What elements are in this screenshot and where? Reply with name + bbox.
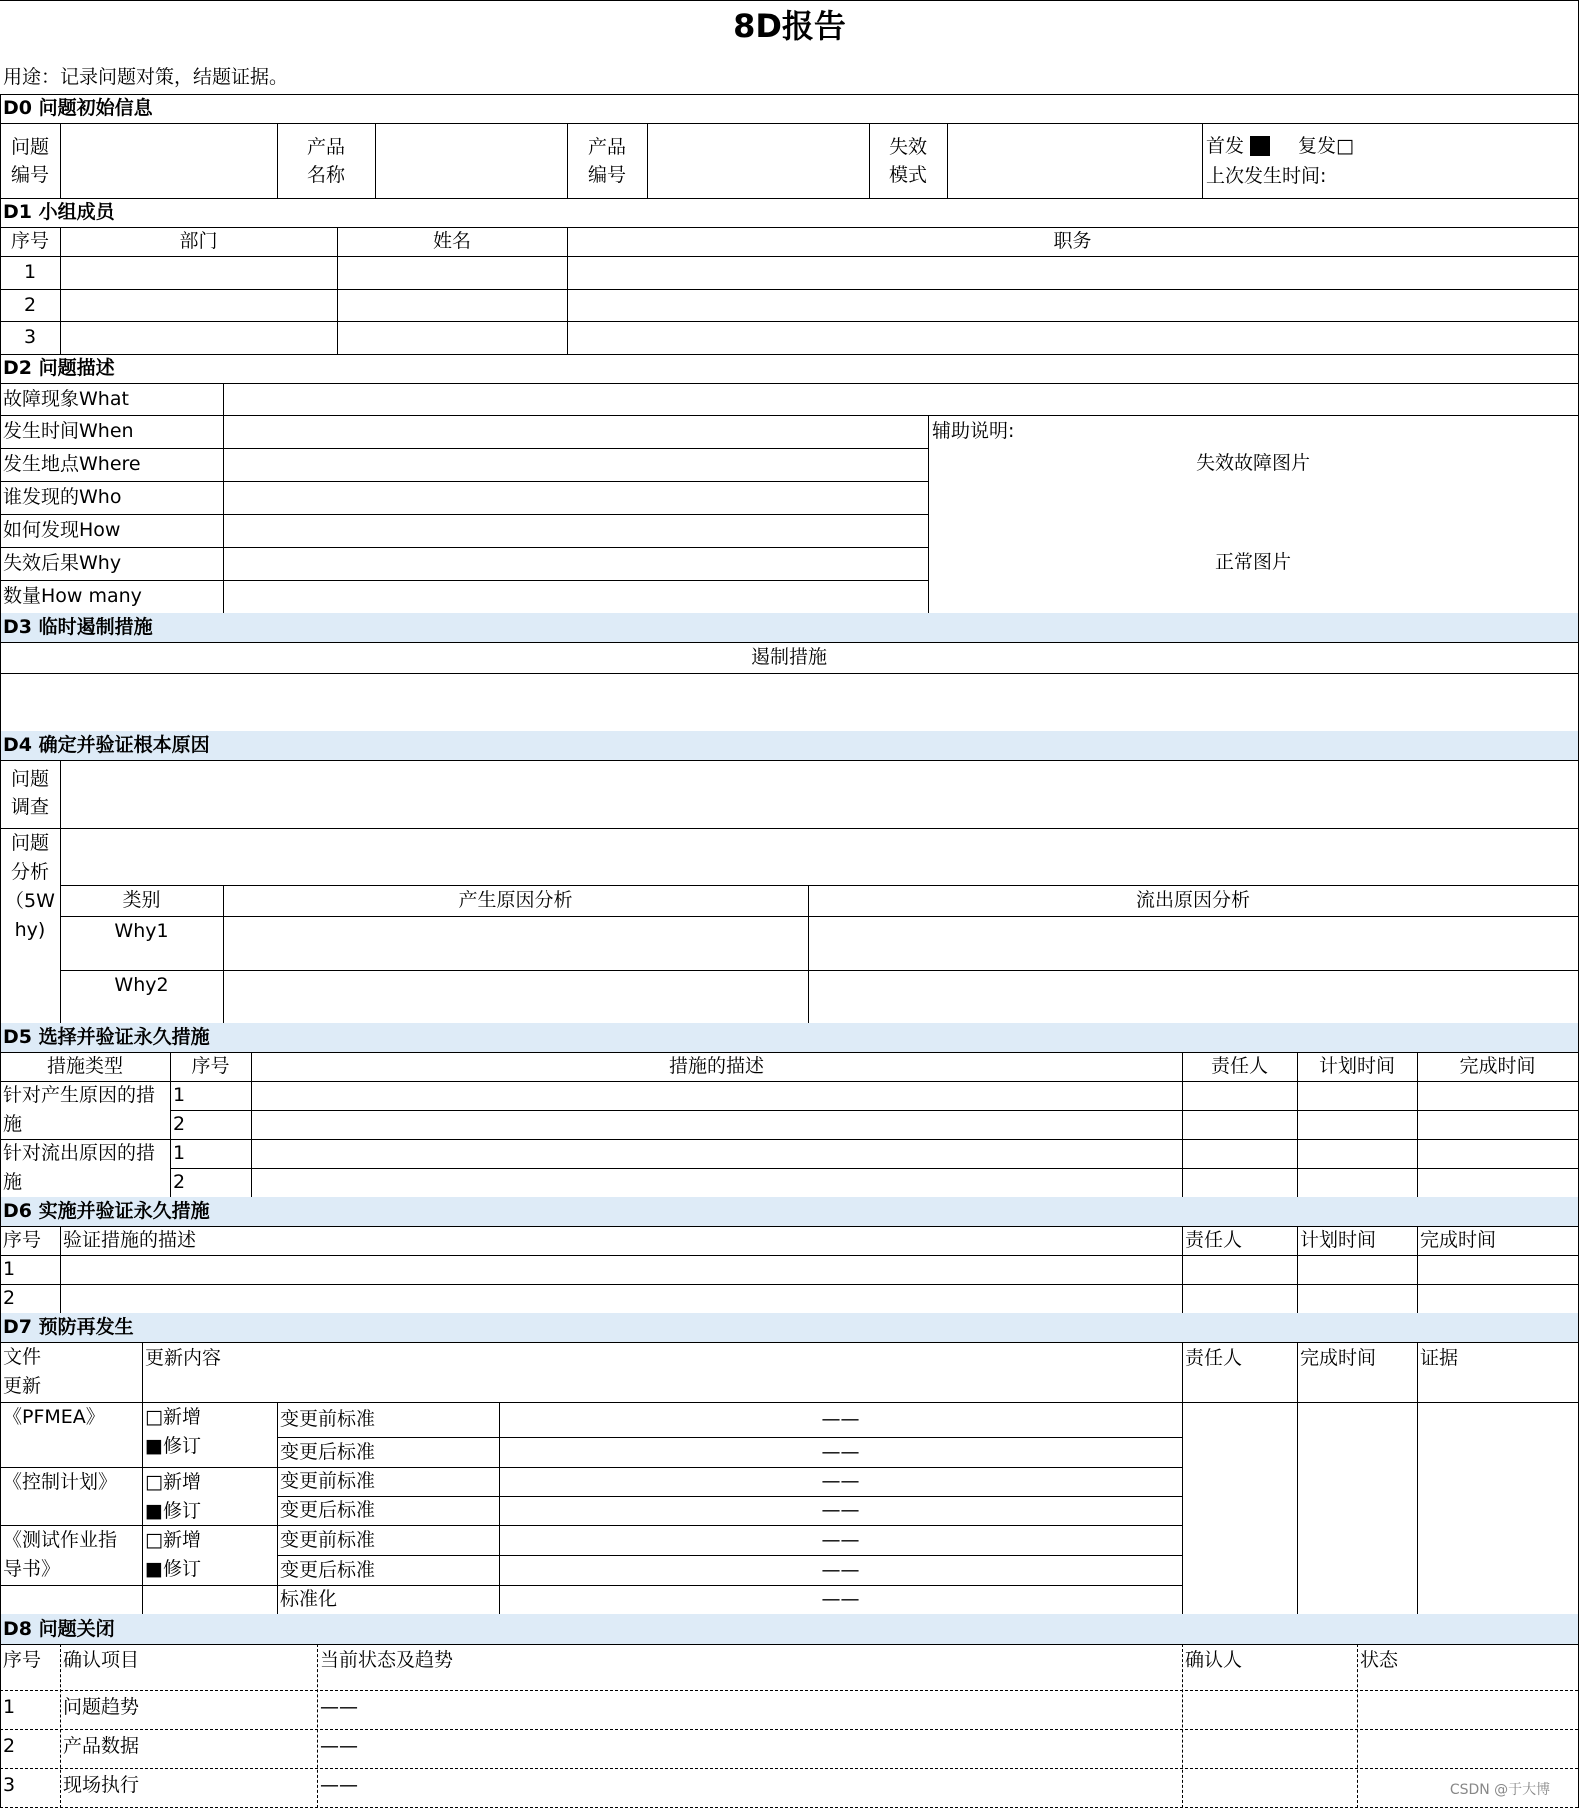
field-investigation[interactable] bbox=[60, 760, 1578, 828]
d5-col-header: 完成时间 bbox=[1459, 1055, 1536, 1077]
d5-plan[interactable] bbox=[1297, 1139, 1417, 1168]
d7-standardize-dash: —— bbox=[821, 1588, 860, 1610]
d8-row-status: —— bbox=[320, 1695, 358, 1718]
grid-line bbox=[0, 0, 1578, 1]
d2-item-label: 数量How many bbox=[3, 585, 142, 607]
d7-before-dash: —— bbox=[821, 1470, 860, 1492]
d2-item-label: 发生地点Where bbox=[3, 453, 141, 475]
d7-after-label: 变更后标准 bbox=[280, 1499, 376, 1521]
section-heading-d3: D3 临时遏制措施 bbox=[3, 616, 153, 638]
d5-row-no: 1 bbox=[173, 1084, 186, 1106]
d6-col-header: 验证措施的描述 bbox=[63, 1229, 197, 1251]
d4-col-header: 产生原因分析 bbox=[458, 889, 573, 911]
d1-row-no: 1 bbox=[23, 261, 37, 283]
d5-owner[interactable] bbox=[1182, 1110, 1297, 1139]
d8-col-header: 确认人 bbox=[1185, 1648, 1243, 1671]
d8-row-item: 问题趋势 bbox=[63, 1695, 140, 1718]
grid-line bbox=[1297, 1342, 1298, 1614]
d1-col-header: 姓名 bbox=[432, 230, 471, 252]
d5-owner[interactable] bbox=[1182, 1081, 1297, 1110]
d1-col-header: 部门 bbox=[179, 230, 218, 252]
d6-done[interactable] bbox=[1417, 1284, 1578, 1313]
d5-plan[interactable] bbox=[1297, 1110, 1417, 1139]
d6-col-header: 计划时间 bbox=[1300, 1229, 1377, 1251]
d5-done[interactable] bbox=[1417, 1168, 1578, 1197]
d7-doc-name: 《控制计划》 bbox=[3, 1471, 118, 1493]
d7-before-label: 变更前标准 bbox=[280, 1528, 376, 1551]
d1-cell-name[interactable] bbox=[337, 289, 567, 321]
d2-item-label: 发生时间When bbox=[3, 420, 134, 442]
d5-plan[interactable] bbox=[1297, 1081, 1417, 1110]
first-occur-label: 首发 bbox=[1206, 134, 1245, 157]
d7-before-dash: —— bbox=[821, 1528, 860, 1551]
d4-why2-occur[interactable] bbox=[223, 970, 808, 1023]
d8-col-header: 序号 bbox=[3, 1648, 42, 1671]
d5-desc[interactable] bbox=[251, 1139, 1182, 1168]
d5-done[interactable] bbox=[1417, 1110, 1578, 1139]
d7-change-options: □新增 ■修订 bbox=[145, 1471, 201, 1522]
d2-item-value[interactable] bbox=[223, 383, 1578, 415]
d8-state[interactable] bbox=[1357, 1690, 1578, 1729]
d4-col-header: 类别 bbox=[122, 889, 161, 911]
d6-col-header: 完成时间 bbox=[1420, 1229, 1497, 1251]
d5-col-header: 序号 bbox=[191, 1055, 230, 1077]
d7-col-owner: 责任人 bbox=[1185, 1346, 1243, 1369]
d8-row-status: —— bbox=[320, 1734, 358, 1757]
d6-row-no: 2 bbox=[3, 1287, 16, 1309]
d7-before-label: 变更前标准 bbox=[280, 1470, 376, 1492]
d5-owner[interactable] bbox=[1182, 1168, 1297, 1197]
section-heading-d5: D5 选择并验证永久措施 bbox=[3, 1026, 210, 1048]
d1-cell-title[interactable] bbox=[567, 321, 1578, 354]
d5-done[interactable] bbox=[1417, 1081, 1578, 1110]
d4-row-why2: Why2 bbox=[114, 973, 169, 996]
d8-confirmer[interactable] bbox=[1182, 1729, 1357, 1768]
section-heading-d2: D2 问题描述 bbox=[3, 357, 115, 379]
checked-box-icon[interactable] bbox=[1250, 136, 1270, 156]
d6-desc[interactable] bbox=[60, 1255, 1182, 1284]
d5-type-escape: 针对流出原因的措 施 bbox=[3, 1142, 156, 1193]
d4-row-why1: Why1 bbox=[114, 919, 169, 942]
d7-after-dash: —— bbox=[821, 1558, 860, 1581]
d2-fail-image-label: 失效故障图片 bbox=[1195, 451, 1310, 474]
d7-standardize-label: 标准化 bbox=[280, 1588, 338, 1610]
d4-col-header: 流出原因分析 bbox=[1135, 889, 1250, 911]
d2-aux-label: 辅助说明: bbox=[932, 420, 1015, 442]
purpose-text: 用途：记录问题对策，结题证据。 bbox=[3, 65, 289, 88]
d6-owner[interactable] bbox=[1182, 1284, 1297, 1313]
d2-item-label: 故障现象What bbox=[3, 387, 129, 410]
section-heading-d7: D7 预防再发生 bbox=[3, 1316, 134, 1338]
d1-cell-name[interactable] bbox=[337, 256, 567, 289]
d7-col-evidence: 证据 bbox=[1420, 1346, 1459, 1369]
d3-col-header: 遏制措施 bbox=[750, 646, 827, 668]
d7-after-dash: —— bbox=[821, 1499, 860, 1521]
d6-plan[interactable] bbox=[1297, 1284, 1417, 1313]
d5-type-occur: 针对产生原因的措 施 bbox=[3, 1084, 156, 1135]
d2-normal-image-label: 正常图片 bbox=[1214, 550, 1291, 573]
d7-change-options: □新增 ■修订 bbox=[145, 1529, 201, 1580]
d1-cell-title[interactable] bbox=[567, 289, 1578, 321]
watermark: CSDN @于大博 bbox=[1449, 1781, 1551, 1798]
d5-col-header: 责任人 bbox=[1210, 1055, 1268, 1077]
d6-owner[interactable] bbox=[1182, 1255, 1297, 1284]
d8-col-header: 当前状态及趋势 bbox=[320, 1648, 454, 1671]
d8-col-header: 状态 bbox=[1360, 1648, 1399, 1671]
d2-item-value[interactable] bbox=[223, 514, 928, 547]
d2-item-label: 如何发现How bbox=[3, 519, 121, 541]
field-product-no[interactable] bbox=[647, 123, 869, 198]
d7-after-label: 变更后标准 bbox=[280, 1558, 376, 1581]
d6-col-header: 序号 bbox=[3, 1229, 42, 1251]
d5-desc[interactable] bbox=[251, 1081, 1182, 1110]
d1-cell-title[interactable] bbox=[567, 256, 1578, 289]
d5-owner[interactable] bbox=[1182, 1139, 1297, 1168]
reoccur-label[interactable]: 复发□ bbox=[1298, 134, 1354, 157]
d8-row-item: 现场执行 bbox=[63, 1773, 140, 1796]
d6-plan[interactable] bbox=[1297, 1255, 1417, 1284]
d1-cell-name[interactable] bbox=[337, 321, 567, 354]
d1-cell-dept[interactable] bbox=[60, 321, 337, 354]
d5-done[interactable] bbox=[1417, 1139, 1578, 1168]
label-failure-mode: 失效 模式 bbox=[888, 136, 927, 186]
d8-row-status: —— bbox=[320, 1773, 358, 1796]
d2-item-value[interactable] bbox=[223, 415, 928, 448]
d8-confirmer[interactable] bbox=[1182, 1690, 1357, 1729]
d7-doc-name: 《PFMEA》 bbox=[3, 1406, 105, 1428]
d1-cell-dept[interactable] bbox=[60, 256, 337, 289]
d8-row-item: 产品数据 bbox=[63, 1734, 140, 1757]
d7-col-file: 文件 更新 bbox=[3, 1346, 42, 1397]
d1-col-header: 职务 bbox=[1053, 230, 1092, 252]
section-heading-d6: D6 实施并验证永久措施 bbox=[3, 1200, 210, 1222]
d3-field-measures[interactable] bbox=[0, 673, 1578, 731]
d5-desc[interactable] bbox=[251, 1110, 1182, 1139]
d1-col-header: 序号 bbox=[10, 230, 49, 252]
d2-item-label: 谁发现的Who bbox=[3, 486, 122, 508]
grid-line bbox=[1417, 1342, 1418, 1614]
d2-item-value[interactable] bbox=[223, 481, 928, 514]
d5-row-no: 1 bbox=[173, 1142, 186, 1164]
section-heading-d8: D8 问题关闭 bbox=[3, 1617, 115, 1640]
d5-row-no: 2 bbox=[173, 1113, 186, 1135]
d1-row-no: 3 bbox=[23, 326, 37, 348]
d2-item-value[interactable] bbox=[223, 547, 928, 580]
d2-item-value[interactable] bbox=[223, 580, 928, 613]
section-heading-d0: D0 问题初始信息 bbox=[3, 97, 153, 119]
d7-after-label: 变更后标准 bbox=[280, 1440, 376, 1463]
d2-item-value[interactable] bbox=[223, 448, 928, 481]
d5-col-header: 措施类型 bbox=[46, 1055, 123, 1077]
field-failure-mode[interactable] bbox=[947, 123, 1202, 198]
label-investigation: 问题 调查 bbox=[10, 768, 49, 818]
d5-col-header: 计划时间 bbox=[1318, 1055, 1395, 1077]
occurrence-options bbox=[1202, 131, 1572, 161]
d7-col-content: 更新内容 bbox=[145, 1346, 222, 1369]
d7-change-options: □新增 ■修订 bbox=[145, 1406, 201, 1457]
d7-doc-name: 《测试作业指 导书》 bbox=[3, 1529, 118, 1580]
d5-row-no: 2 bbox=[173, 1171, 186, 1193]
d4-why2-escape[interactable] bbox=[808, 970, 1578, 1023]
field-problem-no[interactable] bbox=[60, 123, 277, 198]
page-title: 8D报告 bbox=[733, 6, 846, 45]
section-heading-d1: D1 小组成员 bbox=[3, 201, 115, 223]
d6-done[interactable] bbox=[1417, 1255, 1578, 1284]
d4-why1-occur[interactable] bbox=[223, 916, 808, 970]
d1-row-no: 2 bbox=[23, 293, 37, 316]
label-problem-no: 问题 编号 bbox=[10, 136, 49, 186]
label-product-name: 产品 名称 bbox=[306, 136, 345, 186]
d8-col-header: 确认项目 bbox=[63, 1648, 140, 1671]
label-analysis: 问题 分析 （5W hy) bbox=[5, 832, 55, 941]
d8-row-no: 2 bbox=[3, 1734, 16, 1757]
d5-plan[interactable] bbox=[1297, 1168, 1417, 1197]
d8-state[interactable] bbox=[1357, 1729, 1578, 1768]
d7-after-dash: —— bbox=[821, 1440, 860, 1463]
label-product-no: 产品 编号 bbox=[587, 136, 626, 186]
d6-desc[interactable] bbox=[60, 1284, 1182, 1313]
d7-before-dash: —— bbox=[821, 1408, 860, 1430]
label-last-time: 上次发生时间: bbox=[1206, 164, 1327, 187]
field-analysis[interactable] bbox=[60, 828, 1578, 885]
d5-col-header: 措施的描述 bbox=[668, 1055, 764, 1077]
d6-col-header: 责任人 bbox=[1185, 1229, 1243, 1251]
field-product-name[interactable] bbox=[375, 123, 567, 198]
grid-line bbox=[1182, 1342, 1183, 1614]
section-heading-d4: D4 确定并验证根本原因 bbox=[3, 734, 210, 756]
d8-row-no: 3 bbox=[3, 1773, 16, 1796]
d4-why1-escape[interactable] bbox=[808, 916, 1578, 970]
d8-row-no: 1 bbox=[3, 1695, 16, 1718]
d2-item-label: 失效后果Why bbox=[3, 552, 122, 574]
d1-cell-dept[interactable] bbox=[60, 289, 337, 321]
d7-before-label: 变更前标准 bbox=[280, 1408, 376, 1430]
d8-confirmer[interactable] bbox=[1182, 1768, 1357, 1807]
d6-row-no: 1 bbox=[3, 1258, 16, 1280]
d5-desc[interactable] bbox=[251, 1168, 1182, 1197]
d7-col-done: 完成时间 bbox=[1300, 1346, 1377, 1369]
